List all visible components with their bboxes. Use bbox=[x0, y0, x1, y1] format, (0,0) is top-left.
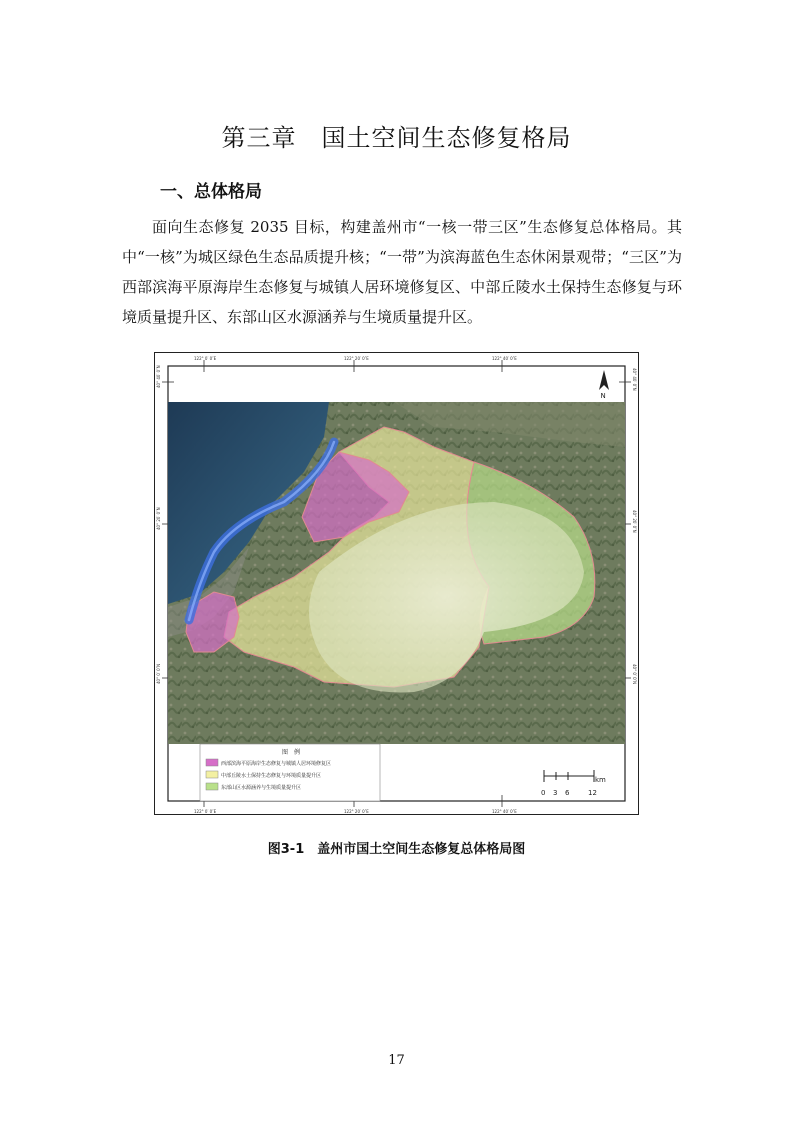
legend-swatch bbox=[206, 759, 218, 766]
section-heading: 一、总体格局 bbox=[160, 182, 262, 202]
left-coord-label: 40° 0′ 0″N bbox=[156, 663, 161, 684]
left-coord-label: 40° 40′ 0″N bbox=[156, 365, 161, 388]
right-coord-label: 40° 0′ 0″N bbox=[632, 664, 637, 685]
top-coord-label: 122° 0′ 0″E bbox=[194, 356, 217, 361]
bottom-coord-label: 122° 0′ 0″E bbox=[194, 809, 217, 814]
legend-title: 图 例 bbox=[282, 749, 301, 756]
top-coord-label: 122° 40′ 0″E bbox=[492, 356, 517, 361]
bottom-coord-label: 122° 20′ 0″E bbox=[344, 809, 369, 814]
page-number: 17 bbox=[388, 1053, 405, 1068]
left-coord-label: 40° 20′ 0″N bbox=[156, 507, 161, 530]
north-arrow-label: N bbox=[600, 392, 606, 400]
chapter-title: 第三章 国土空间生态修复格局 bbox=[221, 124, 572, 152]
figure-caption: 图3-1 盖州市国土空间生态修复总体格局图 bbox=[267, 842, 526, 857]
paragraph-text: 面向生态修复 2035 目标，构建盖州市“一核一带三区”生态修复总体格局。其中“一核”为城区绿色生态品质提升核；“一带”为滨海蓝色生态休闲景观带；“三区”为西部滨海平原海岸生态修复与城镇人居环境修复区、中部丘陵水土保持生态修复与环境质量提升区、东部山区水源涵养与生境质量提升区。 bbox=[122, 218, 682, 326]
legend-swatch bbox=[206, 771, 218, 778]
legend-label: 中部丘陵水土保持生态修复与环境质量提升区 bbox=[221, 773, 322, 779]
map-legend bbox=[200, 744, 380, 801]
right-coord-label: 40° 40′ 0″N bbox=[632, 368, 637, 391]
scale-tick-label: 0 bbox=[541, 789, 546, 797]
legend-label: 西部滨海平原海岸生态修复与城镇人居环境修复区 bbox=[221, 761, 332, 767]
scale-tick-label: 12 bbox=[588, 789, 597, 797]
scale-tick-label: 6 bbox=[565, 789, 570, 797]
ecological-restoration-map bbox=[154, 352, 639, 815]
scale-unit: km bbox=[595, 776, 606, 784]
body-paragraph bbox=[122, 212, 682, 332]
top-coord-label: 122° 20′ 0″E bbox=[344, 356, 369, 361]
scale-tick-label: 3 bbox=[553, 789, 558, 797]
legend-swatch bbox=[206, 783, 218, 790]
legend-label: 东部山区水源涵养与生境质量提升区 bbox=[221, 785, 302, 791]
right-coord-label: 40° 20′ 0″N bbox=[632, 510, 637, 533]
bottom-coord-label: 122° 40′ 0″E bbox=[492, 809, 517, 814]
